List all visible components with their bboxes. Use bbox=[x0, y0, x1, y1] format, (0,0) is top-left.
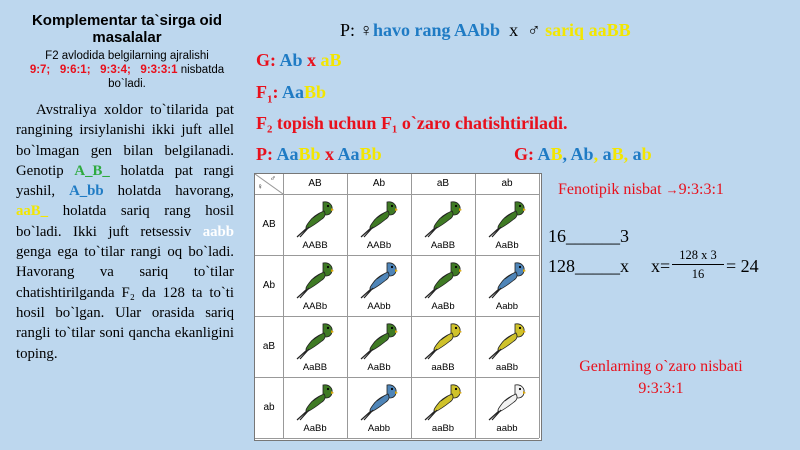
gamete-ab: Ab bbox=[279, 50, 303, 70]
punnett-square bbox=[254, 173, 542, 441]
g2-item-3: aB, bbox=[602, 144, 629, 164]
row-header: AB bbox=[262, 219, 276, 230]
genotype-label: aabb bbox=[496, 423, 518, 434]
g2-item-4: ab bbox=[632, 144, 652, 164]
phenotype-ratio-label: Fenotipik nisbat bbox=[558, 181, 662, 198]
problem-part-4: holatda sariq rang hosil bo`ladi. Ikki juft retsessiv bbox=[16, 203, 235, 240]
corner-female-icon: ♀ bbox=[257, 182, 263, 191]
parent-blue: havo rang AAbb bbox=[373, 20, 501, 40]
genotype-label: Aabb bbox=[495, 301, 519, 312]
parrot-icon bbox=[293, 320, 337, 360]
row-header: ab bbox=[263, 402, 275, 413]
grid-line bbox=[255, 194, 539, 195]
genotype-label: aaBb bbox=[431, 423, 455, 434]
subtitle bbox=[12, 49, 242, 91]
genotype-label: Aabb bbox=[367, 423, 391, 434]
p-label: P: bbox=[340, 20, 356, 40]
f1-gametes-line bbox=[514, 144, 652, 165]
grid-line bbox=[539, 174, 540, 438]
genotype-label: AaBb bbox=[367, 362, 391, 373]
female-symbol: ♀ bbox=[359, 20, 374, 40]
grid-line bbox=[255, 377, 539, 378]
f1-label: $F_1$: bbox=[256, 82, 279, 106]
f2-line: F₂ topish uchun F₁ o`zaro chatishtiriladi. bbox=[256, 113, 568, 133]
problem-part-3: holatda havorang, bbox=[117, 183, 234, 200]
parrot-icon bbox=[485, 259, 529, 299]
f1-aa: Aa bbox=[282, 82, 305, 102]
f1-line bbox=[256, 82, 326, 106]
subtitle-text: F2 avlodida belgilarning ajralishi bbox=[45, 50, 209, 62]
parrot-icon bbox=[293, 198, 337, 238]
parrot-icon bbox=[421, 198, 465, 238]
subtitle-tail: nisbatda bo`ladi. bbox=[108, 64, 225, 90]
parent-cross bbox=[340, 20, 631, 41]
ratio-9-3-3-1: 9:3:3:1 bbox=[140, 64, 178, 76]
genotype-blue: A_bb bbox=[69, 183, 104, 200]
genotype-label: AABB bbox=[302, 240, 328, 251]
genotype-label: AaBb bbox=[303, 423, 327, 434]
arrow-right-icon: → bbox=[665, 182, 679, 197]
f1-cross-line bbox=[256, 144, 382, 165]
ratio-9-7: 9:7; bbox=[29, 64, 51, 76]
row-header: aB bbox=[262, 341, 276, 352]
parrot-icon bbox=[485, 198, 529, 238]
gametes-line bbox=[256, 50, 342, 71]
genotype-label: aaBB bbox=[431, 362, 455, 373]
parrot-icon bbox=[357, 259, 401, 299]
gamete-x: x bbox=[307, 50, 317, 70]
grid-line bbox=[255, 438, 539, 439]
ratio-9-6-1: 9:6:1; bbox=[59, 64, 91, 76]
parrot-icon bbox=[293, 259, 337, 299]
proportion-line-2: 128_____x bbox=[548, 256, 629, 276]
col-header: ab bbox=[501, 178, 513, 189]
grid-line bbox=[255, 255, 539, 256]
p2-bb-2: Bb bbox=[359, 144, 382, 164]
problem-text bbox=[16, 100, 234, 364]
genotype-label: AaBb bbox=[495, 240, 519, 251]
parrot-icon bbox=[293, 381, 337, 421]
f1-bb: Bb bbox=[304, 82, 327, 102]
proportion-line-1: 16______3 bbox=[548, 226, 629, 246]
fraction bbox=[672, 248, 724, 282]
page-title: Komplementar ta`sirga oid masalalar bbox=[31, 12, 223, 46]
g2-item-1: AB, bbox=[537, 144, 568, 164]
male-symbol: ♂ bbox=[527, 20, 541, 40]
corner-male-icon: ♂ bbox=[270, 174, 276, 183]
parrot-icon bbox=[485, 381, 529, 421]
formula-lhs: x= bbox=[651, 256, 671, 276]
genotype-label: AaBb bbox=[431, 301, 455, 312]
problem-part-5: genga ega to`tilar rangi oq bo`ladi. Havorang va sariq to`tilar chatishtirilganda F₂ da 128 ta to`ti hosil bo`lgan. Ular orasida sariq rangli to`tilar soni qancha ekanligini toping. bbox=[16, 244, 234, 362]
calc-result: = 24 bbox=[726, 256, 759, 276]
genotype-label: AABb bbox=[366, 240, 392, 251]
g-label: G: bbox=[256, 50, 276, 70]
genotype-label: AAbb bbox=[367, 301, 391, 312]
genotype-label: AABb bbox=[302, 301, 328, 312]
fraction-denominator: 16 bbox=[691, 267, 705, 281]
genotype-label: AaBB bbox=[302, 362, 328, 373]
p2-x: x bbox=[325, 144, 335, 164]
row-header: Ab bbox=[262, 280, 276, 291]
gene-interaction-ratio bbox=[548, 356, 774, 400]
col-header: Ab bbox=[372, 178, 386, 189]
g2-item-2: Ab, bbox=[570, 144, 599, 164]
parrot-icon bbox=[357, 198, 401, 238]
p2-aa-2: Aa bbox=[337, 144, 360, 164]
gamete-ab-yellow: aB bbox=[320, 50, 342, 70]
problem-part-1: Avstraliya xoldor to`tilarida pat rangining irsiylanishi ikki juft allel bo`lmagan gen bilan belgilanadi. Genotip bbox=[16, 102, 234, 179]
col-header: aB bbox=[436, 178, 450, 189]
parrot-icon bbox=[485, 320, 529, 360]
p2-bb-1: Bb bbox=[298, 144, 321, 164]
parrot-icon bbox=[357, 320, 401, 360]
parrot-icon bbox=[421, 259, 465, 299]
grid-line bbox=[255, 316, 539, 317]
genotype-yellow: aaB_ bbox=[16, 203, 49, 220]
g2-label: G: bbox=[514, 144, 534, 164]
parrot-icon bbox=[421, 320, 465, 360]
gene-ratio-label: Genlarning o`zaro nisbati bbox=[579, 358, 743, 375]
problem-part-2: holatda pat rangi yashil, bbox=[16, 162, 234, 200]
col-header: AB bbox=[308, 178, 322, 189]
p2-aa-1: Aa bbox=[276, 144, 299, 164]
parent-yellow: sariq aaBB bbox=[545, 20, 631, 40]
parrot-icon bbox=[421, 381, 465, 421]
genotype-white: aabb bbox=[202, 223, 234, 240]
phenotype-ratio-value: 9:3:3:1 bbox=[678, 181, 724, 198]
gene-ratio-value: 9:3:3:1 bbox=[638, 380, 684, 397]
cross-x: x bbox=[509, 20, 519, 40]
genotype-label: AaBB bbox=[430, 240, 456, 251]
genotype-label: aaBb bbox=[495, 362, 519, 373]
fraction-numerator: 128 x 3 bbox=[672, 248, 724, 265]
parrot-icon bbox=[357, 381, 401, 421]
phenotype-ratio bbox=[558, 181, 724, 199]
p2-label: P: bbox=[256, 144, 273, 164]
genotype-green: A_B_ bbox=[74, 162, 110, 179]
ratio-9-3-4: 9:3:4; bbox=[100, 64, 131, 76]
